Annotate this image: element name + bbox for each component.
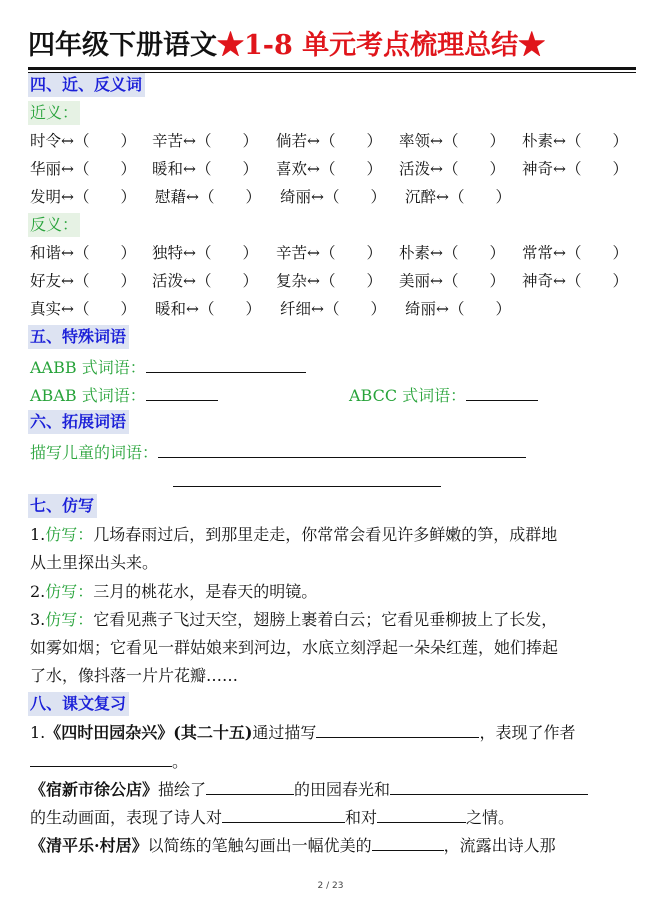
poem-title: 《四时田园杂兴》(其二十五): [45, 723, 253, 742]
review-text: 描绘了: [158, 780, 207, 799]
title-divider: [28, 67, 636, 70]
review-text: ，表现了作者: [479, 723, 576, 742]
rewrite-text-cont: 了水，像抖落一片片花瓣……: [30, 666, 239, 685]
rewrite-item: [30, 521, 557, 549]
abcc-label: ABCC 式词语：: [349, 386, 467, 405]
antonym-row: [0, 269, 661, 293]
word-pair: 神奇↔（ ）: [522, 272, 628, 290]
review-text: 通过描写: [252, 723, 317, 742]
item-number: 2.: [30, 582, 46, 601]
answer-blank[interactable]: [173, 486, 441, 487]
rewrite-text: 几场春雨过后，到那里走走，你常常会看见许多鲜嫩的笋，成群地: [93, 525, 558, 544]
children-words-line: [30, 439, 526, 465]
title-highlight: 1-8 单元考点梳理总结: [244, 30, 519, 61]
word-pair: 神奇↔（ ）: [522, 160, 628, 178]
rewrite-text: 三月的桃花水，是春天的明镜。: [93, 582, 318, 601]
word-pair: 复杂↔（ ）: [276, 272, 382, 290]
word-pair: 慰藉↔（ ）: [155, 188, 261, 206]
section-heading: 六、拓展词语: [28, 410, 129, 434]
word-pair: 真实↔（ ）: [30, 300, 136, 318]
section-heading: 五、特殊词语: [28, 325, 129, 349]
rewrite-item: [30, 578, 317, 606]
review-text: 以简练的笔触勾画出一幅优美的: [147, 836, 372, 855]
review-text: 的田园春光和: [294, 780, 391, 799]
word-pair: 绮丽↔（ ）: [280, 188, 386, 206]
children-words-label: 描写儿童的词语：: [30, 443, 159, 462]
rewrite-item: [30, 606, 557, 634]
section-heading: 八、课文复习: [28, 692, 129, 716]
word-pair: 率领↔（ ）: [399, 132, 505, 150]
subheading-synonyms: 近义：: [28, 101, 80, 125]
abab-line: [30, 382, 218, 408]
poem-title: 《宿新市徐公店》: [30, 780, 159, 799]
abab-label: ABAB 式词语：: [30, 386, 146, 405]
antonym-row: [0, 241, 661, 265]
review-text: ，流露出诗人那: [443, 836, 556, 855]
word-pair: 绮丽↔（ ）: [405, 300, 511, 318]
answer-blank[interactable]: [372, 832, 444, 851]
rewrite-text-cont: 如雾如烟；它看见一群姑娘来到河边，水底立刻浮起一朵朵红莲，她们捧起: [30, 638, 559, 657]
section-heading: 七、仿写: [28, 494, 97, 518]
page-number: 2 / 23: [317, 881, 344, 891]
synonym-row: [0, 185, 661, 209]
word-pair: 沉醉↔（ ）: [405, 188, 511, 206]
star-icon: ★: [217, 30, 244, 61]
antonym-row: [0, 297, 661, 321]
word-pair: 朴素↔（ ）: [522, 132, 628, 150]
star-icon: ★: [518, 30, 546, 61]
aabb-label: AABB 式词语：: [30, 358, 146, 377]
answer-blank[interactable]: [316, 719, 479, 738]
answer-blank[interactable]: [30, 748, 172, 767]
answer-blank[interactable]: [390, 776, 588, 795]
word-pair: 活泼↔（ ）: [399, 160, 505, 178]
word-pair: 暖和↔（ ）: [155, 300, 261, 318]
review-item-cont: [30, 748, 188, 776]
rewrite-tag: 仿写：: [45, 525, 94, 544]
word-pair: 华丽↔（ ）: [30, 160, 136, 178]
rewrite-tag: 仿写：: [45, 582, 94, 601]
word-pair: 常常↔（ ）: [522, 244, 628, 262]
answer-blank[interactable]: [377, 804, 466, 823]
section-heading: 四、近、反义词: [28, 73, 145, 97]
review-text: 的生动画面，表现了诗人对: [30, 808, 223, 827]
title-main: 四年级下册语文: [28, 30, 217, 61]
word-pair: 辛苦↔（ ）: [276, 244, 382, 262]
word-pair: 和谐↔（ ）: [30, 244, 136, 262]
word-pair: 辛苦↔（ ）: [152, 132, 258, 150]
item-number: 1.: [30, 723, 46, 742]
word-pair: 时令↔（ ）: [30, 132, 136, 150]
synonym-row: [0, 129, 661, 153]
aabb-line: [30, 354, 306, 380]
item-number: 1.: [30, 525, 46, 544]
answer-blank[interactable]: [222, 804, 345, 823]
word-pair: 发明↔（ ）: [30, 188, 136, 206]
review-item: [30, 719, 575, 747]
rewrite-text: 它看见燕子飞过天空，翅膀上裹着白云；它看见垂柳披上了长发，: [93, 610, 558, 629]
answer-blank[interactable]: [206, 776, 294, 795]
word-pair: 美丽↔（ ）: [399, 272, 505, 290]
review-item-cont: [30, 804, 514, 832]
review-item: [30, 776, 588, 804]
subheading-antonyms: 反义：: [28, 213, 80, 237]
review-item: [30, 832, 556, 860]
word-pair: 倘若↔（ ）: [276, 132, 382, 150]
word-pair: 好友↔（ ）: [30, 272, 136, 290]
poem-title: 《清平乐·村居》: [30, 836, 148, 855]
word-pair: 纤细↔（ ）: [280, 300, 386, 318]
review-text: 和对: [345, 808, 378, 827]
answer-blank[interactable]: [466, 382, 538, 401]
rewrite-tag: 仿写：: [45, 610, 94, 629]
answer-blank[interactable]: [146, 354, 306, 373]
answer-blank[interactable]: [146, 382, 218, 401]
review-text: 之情。: [466, 808, 515, 827]
word-pair: 独特↔（ ）: [152, 244, 258, 262]
abcc-line: [349, 382, 538, 408]
item-number: 3.: [30, 610, 46, 629]
answer-blank[interactable]: [158, 439, 526, 458]
word-pair: 暖和↔（ ）: [152, 160, 258, 178]
page-title: [28, 28, 638, 64]
word-pair: 活泼↔（ ）: [152, 272, 258, 290]
word-pair: 朴素↔（ ）: [399, 244, 505, 262]
synonym-row: [0, 157, 661, 181]
rewrite-text-cont: 从土里探出头来。: [30, 553, 159, 572]
word-pair: 喜欢↔（ ）: [276, 160, 382, 178]
review-text: 。: [172, 752, 189, 771]
